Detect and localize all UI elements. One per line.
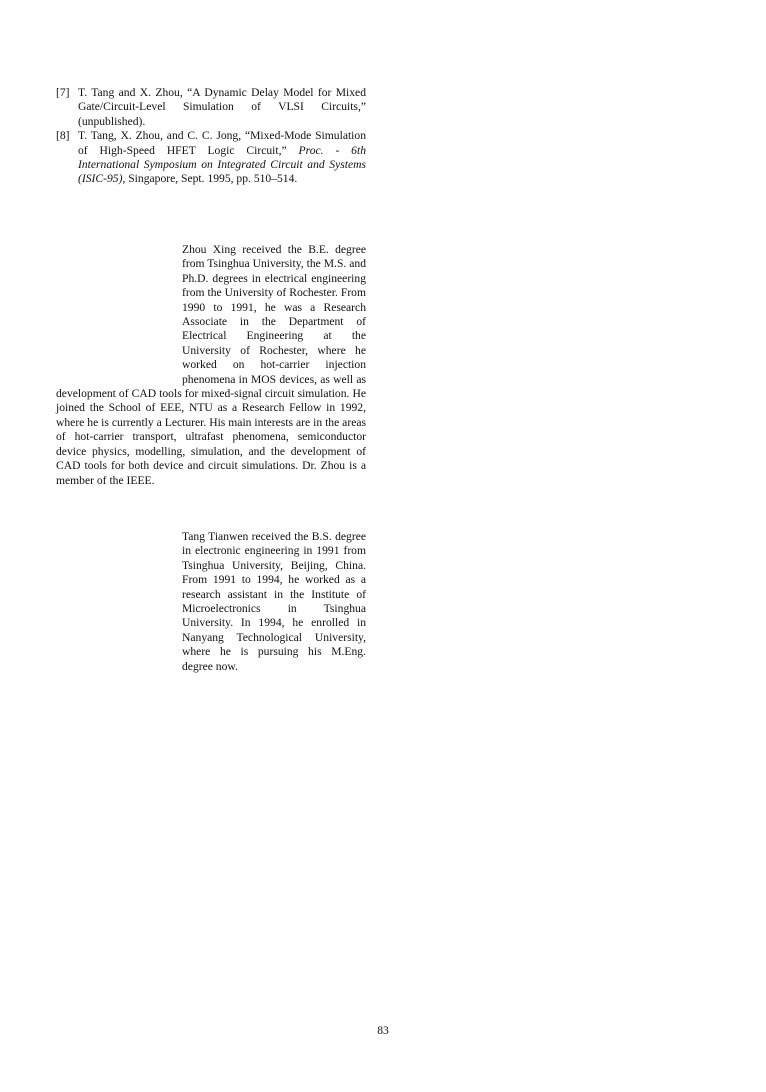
page-number: 83: [377, 1024, 389, 1037]
author-photo-placeholder: [56, 243, 174, 373]
biography-text: Zhou Xing received the B.E. degree from Tsinghua University, the M.S. and Ph.D. degrees in electrical engineering from the University of Rochester. From 1990 to 1991, he was a Research Associate in the Department of Electrical Engineering at the University of Rochester, where he worked on hot-carrier injection phenomena in MOS devices, as well as development of CAD tools for mixed-signal circuit simulation. He joined the School of EEE, NTU as a Research Fellow in 1992, where he is currently a Lecturer. His main interests are in the areas of hot-carrier transport, ultrafast phenomena, semiconductor device physics, modelling, simulation, and the development of CAD tools for both device and circuit simulations. Dr. Zhou is a member of the IEEE.: [56, 243, 366, 487]
author-biography: [56, 530, 366, 690]
reference-number: [8]: [56, 129, 70, 143]
author-photo-placeholder: [56, 530, 174, 690]
reference-text: [78, 129, 366, 187]
reference-number: [7]: [56, 86, 70, 99]
biography-text: Tang Tianwen received the B.S. degree in electronic engineering in 1991 from Tsinghua University, Beijing, China. From 1991 to 1994, he worked as a research assistant in the Institute of Microelectronics in Tsinghua University. In 1994, he enrolled in Nanyang Technological University, where he is pursuing his M.Eng. degree now.: [182, 530, 366, 673]
references-list: [56, 86, 366, 187]
reference-text-start: T. Tang, X. Zhou, and C. C. Jong, “Mixed-Mode Simulation of High-Speed HFET Logic Circuit,”: [78, 129, 366, 157]
reference-text-end: , Singapore, Sept. 1995, pp. 510–514.: [122, 172, 298, 186]
author-biography: [56, 243, 366, 488]
reference-item: [56, 129, 366, 187]
reference-venue: Proc. - 6th International Symposium on Integrated Circuit and Systems (ISIC-95): [78, 143, 367, 186]
reference-text: T. Tang and X. Zhou, “A Dynamic Delay Model for Mixed Gate/Circuit-Level Simulation of VLSI Circuits,” (unpublished).: [78, 86, 366, 128]
reference-item: [56, 86, 366, 129]
